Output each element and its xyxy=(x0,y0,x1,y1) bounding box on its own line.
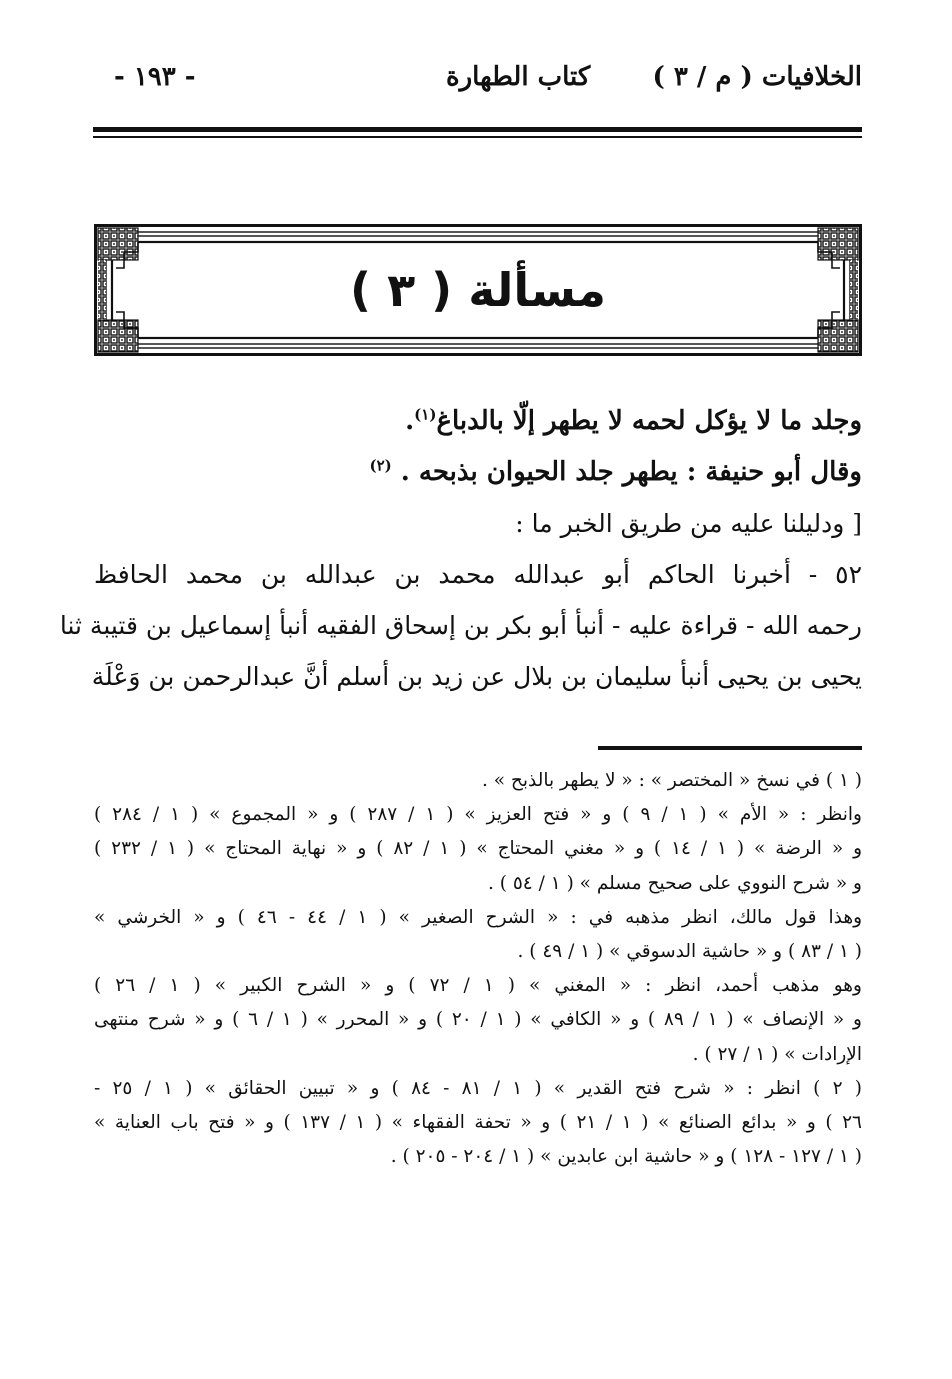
ruling-end: . xyxy=(405,406,415,436)
hadith-chain-line-2: رحمه الله - قراءة عليه - أنبأ أبو بكر بن إسحاق الفقيه أنبأ إسماعيل بن قتيبة ثنا xyxy=(59,611,862,640)
ruling-text: وجلد ما لا يؤكل لحمه لا يطهر إلّا بالدباغ xyxy=(436,406,862,436)
footnote-line: ( ١ / ١٢٧ - ١٢٨ ) و « حاشية ابن عابدين » ( ١ / ٢٠٤ - ٢٠٥ ) . xyxy=(390,1146,862,1168)
main-text xyxy=(59,396,862,702)
hadith-chain-line-3: يحيى بن يحيى أنبأ سليمان بن بلال عن زيد بن أسلم أنَّ عبدالرحمن بن وَعْلَة xyxy=(91,662,862,691)
corner-ornament-bottom-right xyxy=(818,320,858,352)
footnotes xyxy=(94,764,862,1174)
footnote-separator xyxy=(598,746,862,750)
corner-ornament-top-right xyxy=(818,228,858,260)
section-title: مسألة ( ٣ ) xyxy=(350,263,606,317)
footnote-line: ٢٦ ) و « بدائع الصنائع » ( ١ / ٢١ ) و « تحفة الفقهاء » ( ١ / ١٣٧ ) و « فتح باب العناية » xyxy=(94,1112,862,1134)
footnote-ref-1: (١) xyxy=(414,405,437,424)
footnote-line: الإرادات » ( ١ / ٢٧ ) . xyxy=(692,1043,862,1065)
footnote-line: وهو مذهب أحمد، انظر : « المغني » ( ١ / ٧٢ ) و « الشرح الكبير » ( ١ / ٢٦ ) xyxy=(94,975,862,997)
opinion-text: وقال أبو حنيفة : يطهر جلد الحيوان بذبحه . xyxy=(400,457,862,487)
title-frame xyxy=(94,224,862,356)
hadith-chain-line-1: ٥٢ - أخبرنا الحاكم أبو عبدالله محمد بن عبدالله بن محمد الحافظ xyxy=(94,560,862,589)
corner-ornament-bottom-left xyxy=(98,320,138,352)
running-header xyxy=(90,62,862,102)
footnote-line: ( ١ / ٨٣ ) و « حاشية الدسوقي » ( ١ / ٤٩ ) . xyxy=(517,941,862,963)
footnote-line: و « الإنصاف » ( ١ / ٨٩ ) و « الكافي » ( ١ / ٢٠ ) و « المحرر » ( ١ / ٦ ) و « شرح منتهى xyxy=(94,1009,862,1031)
footnote-line: و « الرضة » ( ١ / ١٤ ) و « مغني المحتاج » ( ١ / ٨٢ ) و « نهاية المحتاج » ( ١ / ٢٣٢ ) xyxy=(94,838,862,860)
abu-hanifa-opinion xyxy=(94,447,862,498)
page-number: - ١٩٣ - xyxy=(114,62,196,92)
footnote-line: ( ٢ ) انظر : « شرح فتح القدير » ( ١ / ٨١ - ٨٤ ) و « تبيين الحقائق » ( ١ / ٢٥ - xyxy=(94,1077,862,1099)
footnote-line: ( ١ ) في نسخ « المختصر » : « لا يطهر بالذبح » . xyxy=(481,770,862,791)
header-rule-thick xyxy=(93,127,862,132)
footnote-line: وهذا قول مالك، انظر مذهبه في : « الشرح الصغير » ( ١ / ٤٤ - ٤٦ ) و « الخرشي » xyxy=(94,906,862,928)
header-book-title: الخلافيات ( م / ٣ ) xyxy=(652,62,862,92)
footnote-line: و « شرح النووي على صحيح مسلم » ( ١ / ٥٤ ) . xyxy=(488,872,862,894)
header-chapter-title: كتاب الطهارة xyxy=(446,62,591,92)
corner-ornament-top-left xyxy=(98,228,138,260)
evidence-intro: [ ودليلنا عليه من طريق الخبر ما : xyxy=(515,509,862,538)
footnote-ref-2: (٢) xyxy=(369,456,392,475)
ruling-statement xyxy=(94,396,862,447)
header-rule-thin xyxy=(93,136,862,138)
footnote-line: وانظر : « الأم » ( ١ / ٩ ) و « فتح العزيز » ( ١ / ٢٨٧ ) و « المجموع » ( ١ / ٢٨٤ ) xyxy=(94,804,862,826)
